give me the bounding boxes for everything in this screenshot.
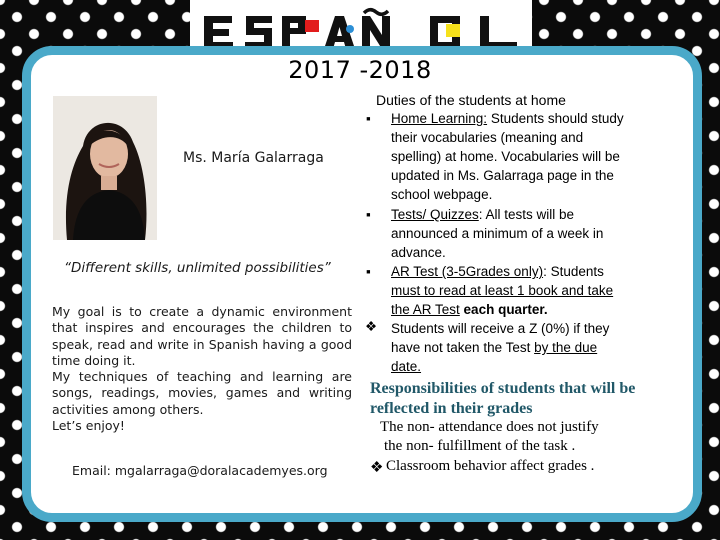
z-grade-text: have not taken the Test [391, 340, 535, 355]
diamond-bullet-icon: ❖ [370, 460, 384, 476]
fulfillment-line: the non- fulfillment of the task . [384, 438, 576, 454]
home-learning-line-3: spelling) at home. Vocabularies will be [391, 149, 620, 164]
teacher-goal [52, 304, 352, 434]
ar-test-text: : Students [543, 264, 604, 279]
ar-test-line-3 [391, 300, 548, 319]
home-learning-line-4: updated in Ms. Galarraga page in the [391, 168, 614, 183]
ar-test-quarter: each quarter. [459, 302, 548, 317]
square-bullet-icon: ▪ [366, 207, 371, 222]
enjoy-line: Let’s enjoy! [52, 418, 125, 434]
attendance-line: The non- attendance does not justify [380, 419, 599, 435]
home-learning-label: Home Learning: [391, 111, 488, 126]
responsibilities-title: Responsibilities of students that will be reflected in their grades [370, 380, 636, 417]
teacher-quote: “Different skills, unlimited possibilities” [64, 260, 331, 276]
square-bullet-icon: ▪ [366, 111, 371, 126]
tests-line-2: announced a minimum of a week in [391, 226, 604, 241]
behavior-line: Classroom behavior affect grades . [386, 458, 595, 474]
home-learning-line-2: their vocabularies (meaning and [391, 130, 584, 145]
ar-test-line [391, 262, 604, 281]
teacher-email[interactable]: Email: mgalarraga@doralacademyes.org [72, 463, 328, 478]
tests-line-3: advance. [391, 245, 446, 260]
goal-paragraph: My goal is to create a dynamic environment that inspires and encourages the children to speak, read and write in Spanish having a good time doing it. [52, 304, 352, 368]
duties-title: Duties of the students at home [376, 92, 566, 108]
z-grade-line-2 [391, 338, 597, 357]
tests-text: : All tests will be [478, 207, 575, 222]
z-grade-line: Students will receive a Z (0%) if they [391, 321, 610, 336]
home-learning-text: Students should study [487, 111, 624, 126]
tests-line [391, 205, 574, 224]
ar-test-line-2: must to read at least 1 book and take [391, 283, 614, 298]
square-bullet-icon: ▪ [366, 264, 371, 279]
tests-label: Tests/ Quizzes [391, 207, 479, 222]
school-year: 2017 -2018 [288, 56, 432, 84]
ar-test-label: AR Test (3-5Grades only) [391, 264, 544, 279]
diamond-bullet-icon: ❖ [365, 319, 378, 334]
z-grade-line-3: date. [391, 359, 422, 374]
techniques-paragraph: My techniques of teaching and learning are songs, readings, movies, games and writing activities among others. [52, 369, 352, 417]
home-learning-line-5: school webpage. [391, 187, 493, 202]
ar-test-link-text: the AR Test [391, 302, 460, 317]
teacher-photo [53, 96, 157, 240]
due-date-text: by the due [534, 340, 598, 355]
teacher-name: Ms. María Galarraga [183, 150, 324, 166]
home-learning-line [391, 109, 624, 128]
